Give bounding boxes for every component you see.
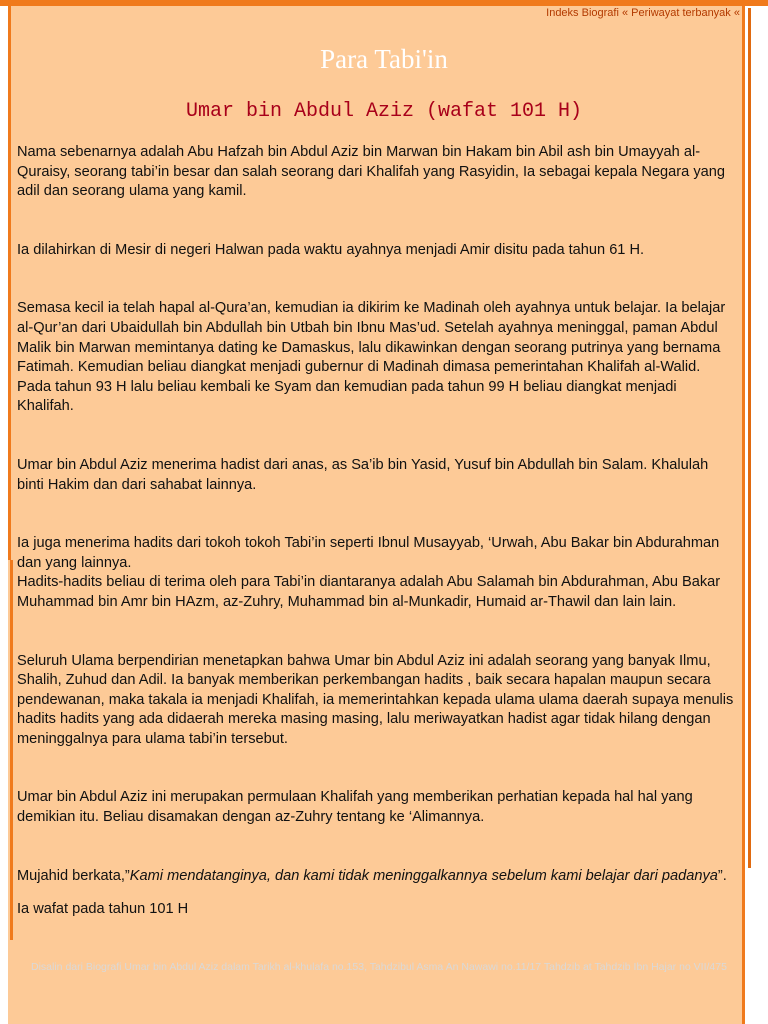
- left-margin: [0, 0, 8, 1024]
- top-border: [0, 0, 768, 6]
- article-subtitle: Umar bin Abdul Aziz (wafat 101 H): [185, 100, 583, 123]
- article-body: [17, 143, 735, 920]
- link-indeks-biografi[interactable]: Indeks Biografi: [546, 7, 619, 19]
- quote-prefix: Mujahid berkata,”: [17, 867, 130, 884]
- paragraph-10: Ia wafat pada tahun 101 H: [17, 901, 189, 918]
- paragraph-2: Ia dilahirkan di Mesir di negeri Halwan pada waktu ayahnya menjadi Amir disitu pada tahun 61 H.: [17, 241, 645, 258]
- link-periwayat-terbanyak[interactable]: Periwayat terbanyak: [631, 7, 731, 19]
- nav-separator: «: [618, 7, 632, 19]
- paragraph-7: Seluruh Ulama berpendirian menetapkan bahwa Umar bin Abdul Aziz ini adalah seorang yang banyak Ilmu, Shalih, Zuhud dan Adil. Ia banyak memberikan perkembangan hadits , baik secara hapalan maupun secara pendewanan, maka takala ia menjadi Khalifah, ia memerintahkan kepada ulama ulama daerah supaya menulis hadits hadits yang ada didaerah mereka masing masing, lalu meriwayatkan hadist agar tidak hilang dengan meninggalnya para ulama tabi’in tersebut.: [17, 652, 734, 747]
- paragraph-5: Ia juga menerima hadits dari tokoh tokoh Tabi’in seperti Ibnul Musayyab, ‘Urwah, Abu Bakar bin Abdurahman dan yang lainnya.: [17, 535, 720, 571]
- source-citation: Disalin dari Biografi Umar bin Abdul Aziz dalam Tarikh al-khulafa no.153, Tahdzibul Asma An Nawawi no.11/17 Tahdzib at Tahdzib Ibn Hajar no VII/475: [31, 961, 727, 973]
- paragraph-8: Umar bin Abdul Aziz ini merupakan permulaan Khalifah yang memberikan perhatian kepada hal hal yang demikian itu. Beliau disamakan dengan az-Zuhry tentang ke ‘Alimannya.: [17, 789, 693, 826]
- paragraph-6: Hadits-hadits beliau di terima oleh para Tabi’in diantaranya adalah Abu Salamah bin Abdurahman, Abu Bakar Muhammad bin Amr bin HAzm, az-Zuhry, Muhammad bin al-Munkadir, Humaid ar-Thawil dan lain lain.: [17, 574, 721, 610]
- paragraph-3: Semasa kecil ia telah hapal al-Qura’an, kemudian ia dikirim ke Madinah oleh ayahnya untuk belajar. Ia belajar al-Qur’an dari Ubaidullah bin Abdullah bin Utbah bin Ibnu Mas’ud. Setelah ayahnya meninggal, paman Abdul Malik bin Marwan memintanya dating ke Damaskus, lalu dikawinkan dengan seorang putrinya yang bernama Fatimah. Kemudian beliau diangkat menjadi gubernur di Madinah dimasa pemerintahan Khalifah al-Walid. Pada tahun 93 H lalu beliau kembali ke Syam dan kemudian pada tahun 99 H beliau diangkat menjadi Khalifah.: [17, 300, 726, 415]
- page-title: Para Tabi'in: [320, 44, 448, 74]
- breadcrumb-nav: [546, 7, 740, 19]
- nav-separator: «: [730, 7, 740, 19]
- quote-text: Kami mendatanginya, dan kami tidak meninggalkannya sebelum kami belajar dari padanya: [129, 867, 718, 884]
- paragraph-9: [17, 867, 735, 887]
- quote-suffix: ”.: [717, 867, 727, 884]
- left-border-line-lower: [10, 560, 13, 940]
- right-margin: [751, 0, 768, 1024]
- right-border-line-outer: [748, 8, 751, 868]
- paragraph-4: Umar bin Abdul Aziz menerima hadist dari anas, as Sa’ib bin Yasid, Yusuf bin Abdullah bin Salam. Khalulah binti Hakim dan dari sahabat lainnya.: [17, 456, 709, 493]
- right-border-line: [742, 0, 745, 1024]
- paragraph-1: Nama sebenarnya adalah Abu Hafzah bin Abdul Aziz bin Marwan bin Hakam bin Abil ash bin Umayyah al-Quraisy, seorang tabi’in besar dan salah seorang dari Khalifah yang Rasyidin, Ia sebagai kepala Negara yang adil dan seorang ulama yang kamil.: [17, 144, 725, 200]
- left-border-line: [8, 0, 11, 560]
